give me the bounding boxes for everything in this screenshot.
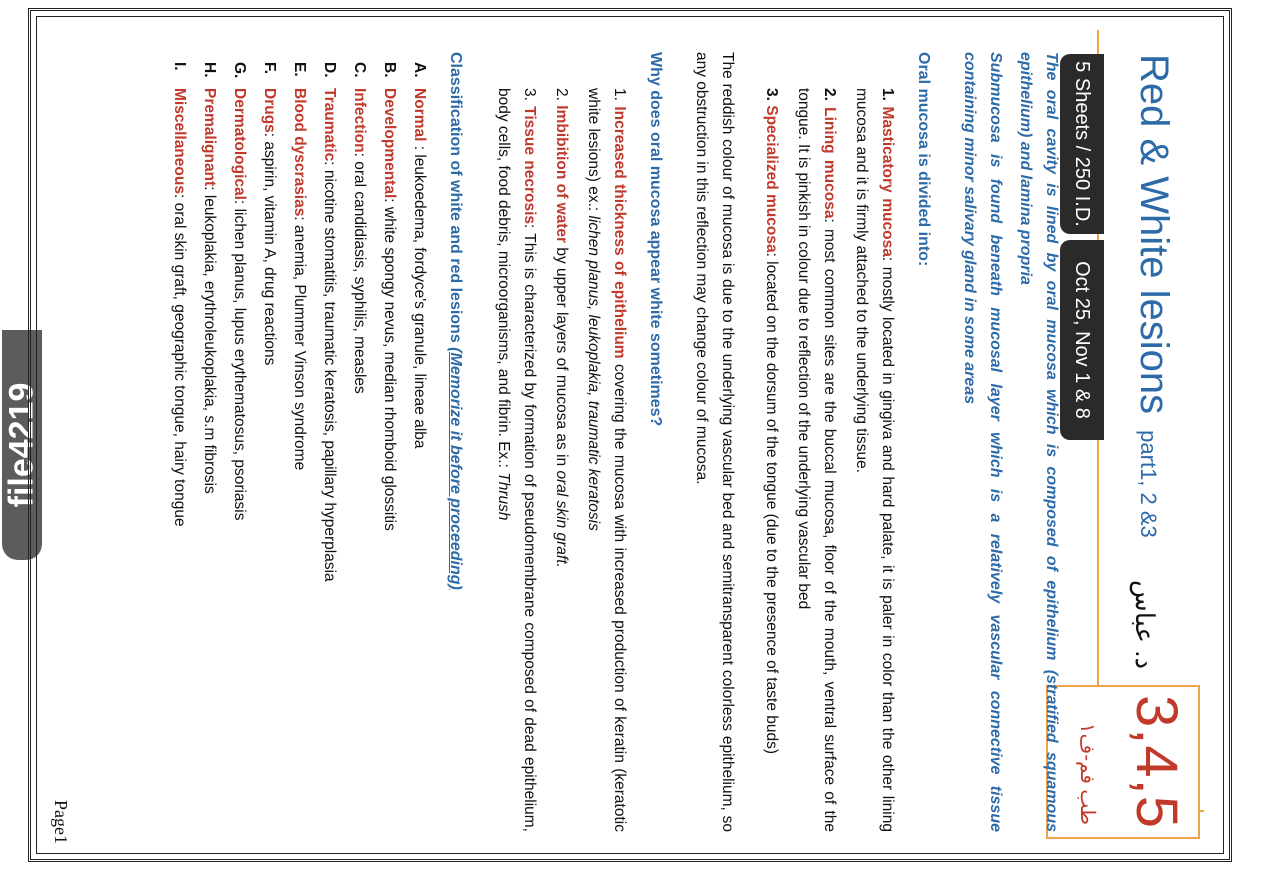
watermark-text: file4219	[2, 382, 41, 508]
memorize-note: (Memorize it before proceeding)	[447, 347, 464, 590]
list-item	[490, 88, 542, 832]
item-text: : oral skin graft, geographic tongue, hairy tongue	[171, 193, 188, 527]
list-item	[256, 62, 282, 832]
item-letter: D.	[321, 62, 338, 78]
item-term: Drugs	[261, 88, 278, 133]
list-item	[848, 88, 900, 832]
item-text: covering the mucosa with increased production of keratin (keratotic white lesions) ex.:	[585, 88, 628, 832]
item-term: Premalignant	[201, 88, 218, 187]
item-text: : most common sites are the buccal mucosa, floor of the mouth, ventral surface of the tongue. It is pinkish in colour due to reflection of the underlying vascular bed	[795, 88, 838, 832]
item-term: Miscellaneous	[171, 88, 188, 194]
item-number: 2.	[553, 88, 570, 101]
item-text: : located on the dorsum of the tongue (due to the presence of taste buds)	[763, 252, 780, 755]
page-number: Page1	[51, 800, 71, 844]
item-number: 3.	[763, 88, 780, 101]
document-body	[162, 52, 1064, 832]
list-item	[226, 62, 252, 832]
item-text: : lichen planus, lupus erythematosus, psoriasis	[231, 199, 248, 521]
list-item	[376, 62, 402, 832]
item-text: : anemia, Plummer Vinson syndrome	[291, 216, 308, 471]
sheets-tab: 5 Sheets / 250 I.D.	[1060, 54, 1104, 234]
list-item	[286, 62, 312, 832]
item-term: Lining mucosa	[821, 107, 838, 219]
intro-line-1: The oral cavity is lined by oral mucosa which is composed of epithelium (stratified squamous epithelium) and lamina propria	[1017, 52, 1060, 832]
list-item	[790, 88, 842, 832]
list-item	[316, 62, 342, 832]
item-number: 2.	[821, 88, 838, 101]
document-page	[20, 0, 1240, 870]
section-heading-divided: Oral mucosa is divided into:	[915, 52, 932, 267]
list-item	[580, 88, 632, 832]
item-term: Specialized mucosa	[763, 105, 780, 253]
page-title	[1131, 54, 1176, 538]
item-text: : leukoedema, fordyce's granule, lineae alba	[411, 141, 428, 449]
lecture-numbers: 3,4,5	[1124, 695, 1189, 829]
mucosa-types-list	[758, 52, 900, 832]
item-letter: I.	[171, 62, 188, 71]
dates-tab: Oct 25, Nov 1 & 8	[1060, 240, 1104, 440]
item-number: 1.	[611, 88, 628, 101]
item-letter: A.	[411, 62, 428, 78]
item-term: Infection	[351, 88, 368, 153]
intro-line-2: Submucosa is found beneath mucosal layer which is a relatively vascular connective tissue containing minor salivary gland in some areas	[961, 52, 1004, 832]
item-text: : leukoplakia, erythroleukoplakia, s.m fibrosis	[201, 186, 218, 494]
item-term: Masticatory mucosa	[879, 106, 896, 257]
item-text: : This is characterized by formation of pseudomembrane composed of dead epithelium, body cells, food debris, microorganisms, and fibrin. Ex.:	[495, 88, 538, 832]
item-letter: G.	[231, 62, 248, 79]
author-name: د. عباس	[1130, 580, 1160, 670]
item-term: Developmental	[381, 88, 398, 199]
item-text: : oral candidiasis, syphilis, measles	[351, 152, 368, 394]
item-example: Thrush	[495, 472, 512, 521]
reddish-paragraph: The reddish colour of mucosa is due to the underlying vascular bed and semitransparent colorless epithelium, so any obstruction in this reflection may change colour of mucosa.	[693, 52, 736, 832]
list-item	[346, 62, 372, 832]
item-number: 1.	[879, 88, 896, 101]
item-number: 3.	[521, 88, 538, 101]
classification-heading-text: Classification of white and red lesions	[447, 52, 464, 348]
header	[1042, 30, 1212, 840]
item-text: : mostly located in gingiva and hard palate, it is paler in color than the other lining mucosa and it is firmly attached to the underlying tissue.	[853, 88, 896, 832]
item-example: lichen planus, leukoplakia, traumatic keratosis	[585, 215, 602, 531]
item-letter: F.	[261, 62, 278, 75]
item-term: Dermatological	[231, 88, 248, 200]
item-letter: C.	[351, 62, 368, 78]
list-item	[196, 62, 222, 832]
item-term: Normal	[411, 88, 428, 142]
section-heading-why: Why does oral mucosa appear white sometimes?	[647, 52, 664, 427]
list-item	[548, 88, 574, 832]
item-term: Tissue necrosis	[521, 106, 538, 225]
item-term: Imbibition of water	[553, 105, 570, 244]
list-item	[166, 62, 192, 832]
list-item	[406, 62, 432, 832]
item-text: : nicotine stomatitis, traumatic keratosis, papillary hyperplasia	[321, 161, 338, 582]
item-letter: H.	[201, 62, 218, 78]
classification-heading	[442, 52, 468, 832]
item-letter: E.	[291, 62, 308, 77]
item-letter: B.	[381, 62, 398, 78]
item-example: oral skin graft.	[553, 470, 570, 568]
list-item	[758, 88, 784, 832]
item-term: Increased thickness of epithelium	[611, 106, 628, 359]
lecture-number-box	[1046, 685, 1200, 839]
item-text: : aspirin, vitamin A, drug reactions	[261, 132, 278, 366]
classification-list	[166, 52, 432, 832]
title-text: Red & White lesions	[1132, 54, 1176, 415]
course-label: طب فم-ف١	[1076, 722, 1098, 825]
white-causes-list	[490, 52, 632, 832]
item-text: by upper layers of mucosa as in	[553, 243, 570, 471]
parts-label: part1, 2 &3	[1136, 430, 1161, 538]
item-term: Traumatic	[321, 88, 338, 162]
item-term: Blood dyscrasias	[291, 88, 308, 217]
item-text: : white spongy nevus, median rhomboid glossitis	[381, 198, 398, 531]
